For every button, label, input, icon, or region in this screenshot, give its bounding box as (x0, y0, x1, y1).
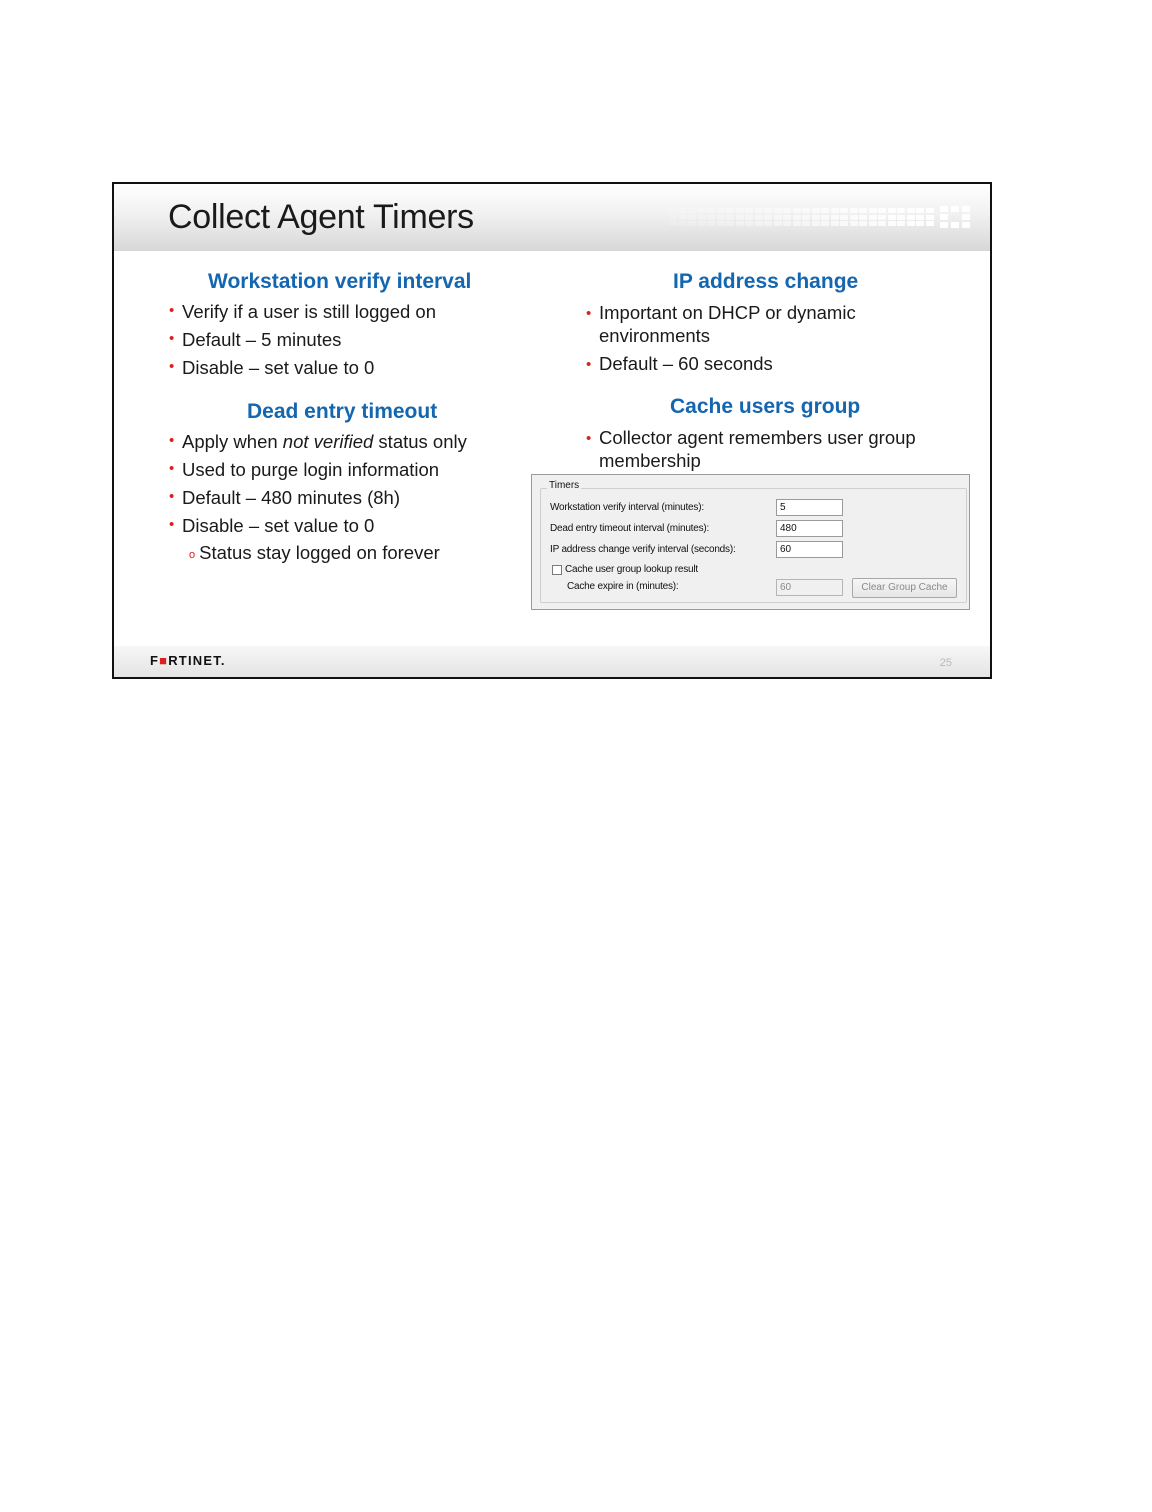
sub-bullet-item: o Status stay logged on forever (189, 542, 440, 563)
timers-group-label: Timers (549, 480, 580, 491)
cache-group-heading: Cache users group (670, 395, 861, 418)
slide (112, 182, 992, 679)
list-item: • Default – 480 minutes (8h) (169, 484, 467, 512)
header-dot (916, 208, 924, 213)
dead-entry-interval-input[interactable]: 480 (776, 520, 843, 537)
fortinet-logo-icon (940, 206, 970, 228)
ip-change-heading: IP address change (673, 270, 859, 293)
bullet-icon: • (586, 356, 592, 373)
bullet-icon: • (169, 302, 175, 319)
header-dot (717, 215, 725, 220)
header-dot (688, 221, 696, 226)
list-item: • Default – 5 minutes (169, 326, 436, 354)
header-dot (736, 221, 744, 226)
header-dot (774, 221, 782, 226)
list-item: • Disable – set value to 0 (169, 512, 467, 540)
header-dot (755, 208, 763, 213)
header-dot (802, 221, 810, 226)
header-dot (698, 215, 706, 220)
header-dot (812, 208, 820, 213)
clear-group-cache-button[interactable]: Clear Group Cache (852, 578, 957, 598)
cache-expire-label: Cache expire in (minutes): (567, 581, 679, 592)
header-dot (717, 208, 725, 213)
header-dot (916, 215, 924, 220)
header-dot (869, 208, 877, 213)
header-dot (812, 215, 820, 220)
header-dot (802, 208, 810, 213)
header-dot (878, 221, 886, 226)
header-dot (755, 215, 763, 220)
header-dot (859, 221, 867, 226)
header-dot (717, 221, 725, 226)
cache-expire-input[interactable]: 60 (776, 579, 843, 596)
header-dot (755, 221, 763, 226)
list-item: • Collector agent remembers user group membership (586, 427, 916, 471)
header-dot (783, 215, 791, 220)
bullet-icon: • (169, 516, 175, 533)
workstation-interval-label: Workstation verify interval (minutes): (550, 502, 704, 513)
header-dot (688, 215, 696, 220)
header-dot (859, 208, 867, 213)
header-dot-pattern (669, 208, 934, 226)
bullet-icon: • (169, 488, 175, 505)
header-dot (745, 208, 753, 213)
header-dot (869, 215, 877, 220)
header-dot (888, 208, 896, 213)
header-dot (764, 208, 772, 213)
slide-header (114, 184, 990, 251)
bullet-icon: • (169, 432, 175, 449)
header-dot (726, 221, 734, 226)
list-item: • Apply when not verified status only (169, 428, 467, 456)
header-dot (736, 208, 744, 213)
header-dot (764, 215, 772, 220)
dead-entry-bullets (169, 428, 467, 540)
cache-group-checkbox-label: Cache user group lookup result (565, 564, 698, 575)
header-dot (840, 221, 848, 226)
header-dot (774, 208, 782, 213)
header-dot (850, 221, 858, 226)
header-dot (897, 215, 905, 220)
bullet-icon: • (169, 330, 175, 347)
header-dot (897, 208, 905, 213)
bullet-icon: • (586, 305, 592, 322)
list-item: • Disable – set value to 0 (169, 354, 436, 382)
header-dot (793, 208, 801, 213)
header-dot (793, 221, 801, 226)
header-dot (726, 208, 734, 213)
header-dot (850, 215, 858, 220)
list-item: • Used to purge login information (169, 456, 467, 484)
header-dot (821, 215, 829, 220)
header-dot (669, 208, 677, 213)
slide-title: Collect Agent Timers (168, 198, 474, 236)
header-dot (926, 208, 934, 213)
header-dot (707, 221, 715, 226)
header-dot (907, 208, 915, 213)
header-dot (745, 215, 753, 220)
header-dot (679, 208, 687, 213)
header-dot (878, 208, 886, 213)
dead-entry-interval-label: Dead entry timeout interval (minutes): (550, 523, 710, 534)
header-dot (679, 221, 687, 226)
cache-group-checkbox[interactable] (552, 565, 562, 575)
header-dot (802, 215, 810, 220)
ip-change-bullets (586, 301, 896, 380)
header-dot (764, 221, 772, 226)
header-dot (783, 221, 791, 226)
workstation-interval-input[interactable]: 5 (776, 499, 843, 516)
header-dot (840, 215, 848, 220)
fortinet-logo: F■RTINET. (150, 653, 226, 668)
header-dot (698, 208, 706, 213)
header-dot (745, 221, 753, 226)
bullet-icon: • (169, 358, 175, 375)
header-dot (726, 215, 734, 220)
header-dot (831, 208, 839, 213)
header-dot (926, 215, 934, 220)
dead-entry-heading: Dead entry timeout (247, 400, 438, 423)
header-dot (907, 215, 915, 220)
header-dot (821, 221, 829, 226)
bullet-icon: • (169, 460, 175, 477)
header-dot (774, 215, 782, 220)
header-dot (831, 215, 839, 220)
header-dot (793, 215, 801, 220)
header-dot (888, 215, 896, 220)
header-dot (707, 215, 715, 220)
list-item: • Default – 60 seconds (586, 352, 896, 375)
sub-bullet-icon: o (189, 549, 196, 561)
header-dot (812, 221, 820, 226)
header-dot (878, 215, 886, 220)
header-dot (679, 215, 687, 220)
slide-footer (114, 646, 990, 677)
header-dot (669, 215, 677, 220)
header-dot (736, 215, 744, 220)
list-item: • Important on DHCP or dynamic environments (586, 302, 856, 346)
workstation-bullets (169, 298, 436, 382)
header-dot (897, 221, 905, 226)
ip-change-interval-input[interactable]: 60 (776, 541, 843, 558)
header-dot (669, 221, 677, 226)
ip-change-interval-label: IP address change verify interval (seconds): (550, 544, 736, 555)
header-dot (888, 221, 896, 226)
header-dot (831, 221, 839, 226)
list-item: • Verify if a user is still logged on (169, 298, 436, 326)
header-dot (707, 208, 715, 213)
header-dot (698, 221, 706, 226)
header-dot (926, 221, 934, 226)
bullet-icon: • (586, 430, 592, 447)
header-dot (907, 221, 915, 226)
page-number: 25 (939, 657, 952, 669)
header-dot (869, 221, 877, 226)
header-dot (821, 208, 829, 213)
header-dot (840, 208, 848, 213)
header-dot (916, 221, 924, 226)
timers-dialog-screenshot (531, 474, 970, 610)
header-dot (688, 208, 696, 213)
cache-group-bullets (586, 426, 946, 477)
header-dot (859, 215, 867, 220)
header-dot (850, 208, 858, 213)
header-dot (783, 208, 791, 213)
workstation-heading: Workstation verify interval (208, 270, 472, 293)
